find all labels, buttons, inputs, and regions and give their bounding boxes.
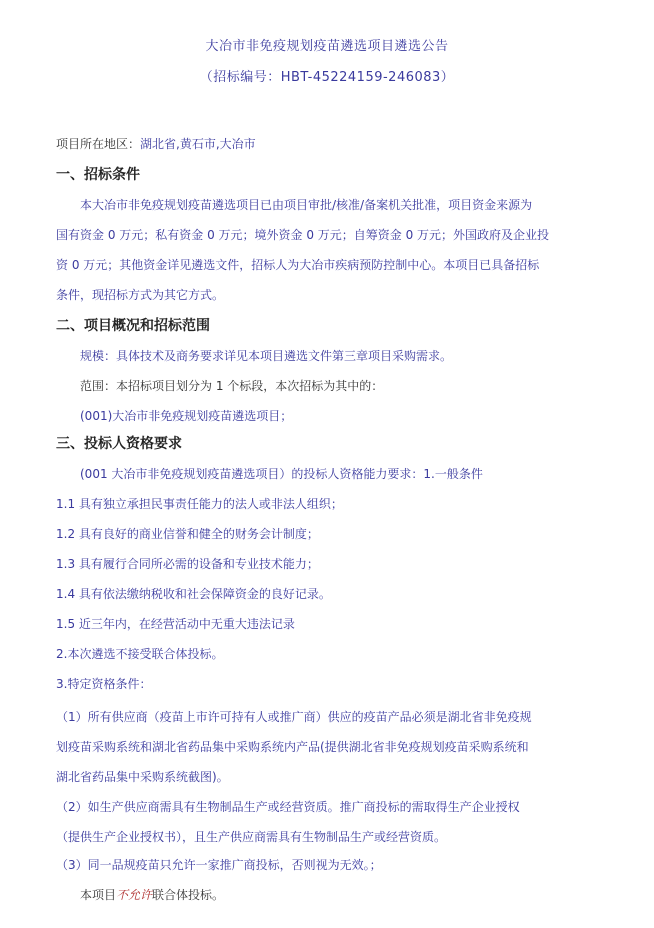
section3-heading: 三、投标人资格要求 [56,436,182,452]
condition-1-5: 1.5 近三年内，在经营活动中无重大违法记录 [56,617,295,631]
region-value: 湖北省,黄石市,大冶市 [140,137,256,151]
section2-range: 范围：本招标项目划分为 1 个标段，本次招标为其中的： [80,379,384,393]
condition-1-4: 1.4 具有依法缴纳税收和社会保障资金的良好记录。 [56,587,331,601]
section1-line3: 资 0 万元；其他资金详见遴选文件，招标人为大冶市疾病预防控制中心。本项目已具备招标 [56,258,540,272]
special-condition-3: （3）同一品规疫苗只允许一家推广商投标，否则视为无效。； [56,858,382,872]
condition-1-1: 1.1 具有独立承担民事责任能力的法人或非法人组织； [56,497,343,511]
special-condition-2-line2: （提供生产企业授权书），且生产供应商需具有生物制品生产或经营资质。 [56,830,447,844]
section2-scale: 规模：具体技术及商务要求详见本项目遴选文件第三章项目采购需求。 [80,349,453,363]
special-condition-1-line1: （1）所有供应商（疫苗上市许可持有人或推广商）供应的疫苗产品必须是湖北省非免疫规 [56,710,532,724]
condition-1-2: 1.2 具有良好的商业信誉和健全的财务会计制度； [56,527,319,541]
condition-3: 3.特定资格条件： [56,677,152,691]
section1-line1: 本大冶市非免疫规划疫苗遴选项目已由项目审批/核准/备案机关批准，项目资金来源为 [80,198,533,212]
special-condition-2-line1: （2）如生产供应商需具有生物制品生产或经营资质。推广商投标的需取得生产企业授权 [56,800,520,814]
condition-1-3: 1.3 具有履行合同所必需的设备和专业技术能力； [56,557,319,571]
special-condition-1-line3: 湖北省药品集中采购系统截图)。 [56,770,229,784]
section2-lot: (001)大冶市非免疫规划疫苗遴选项目； [80,409,293,423]
special-condition-1-line2: 划疫苗采购系统和湖北省药品集中采购系统内产品(提供湖北省非免疫规划疫苗采购系统和 [56,740,529,754]
joint-bid-line [80,887,625,903]
section1-line4: 条件，现招标方式为其它方式。 [56,288,225,302]
joint-bid-suffix: 联合体投标。 [152,888,225,902]
region-label: 项目所在地区： [56,137,141,151]
section1-heading: 一、招标条件 [56,167,140,183]
joint-bid-prefix: 本项目 [80,888,117,902]
condition-2: 2.本次遴选不接受联合体投标。 [56,647,224,661]
section3-intro: (001 大冶市非免疫规划疫苗遴选项目）的投标人资格能力要求：1.一般条件 [80,467,483,481]
tender-number: （招标编号：HBT-45224159-246083） [199,70,455,85]
section1-line2: 国有资金 0 万元；私有资金 0 万元；境外资金 0 万元；自筹资金 0 万元；外国政府及企业投 [56,228,550,242]
page-title: 大冶市非免疫规划疫苗遴选项目遴选公告 [205,39,449,54]
section2-heading: 二、项目概况和招标范围 [56,318,210,334]
joint-bid-not-allowed: 不允许 [116,888,153,902]
region-line [56,136,601,152]
